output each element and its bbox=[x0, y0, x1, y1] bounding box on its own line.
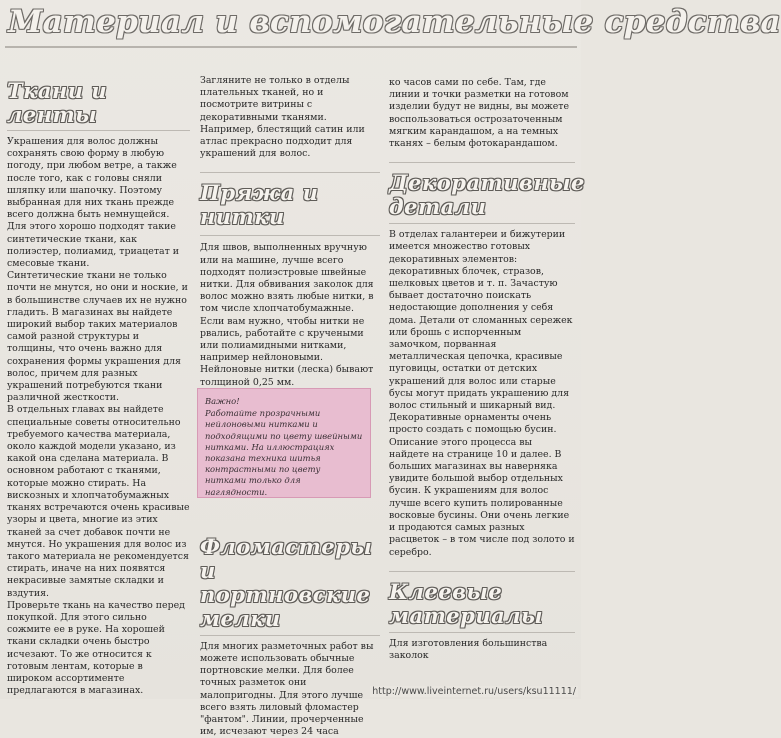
title-divider bbox=[5, 46, 577, 48]
heading-yarn: Пряжа и нитки bbox=[200, 180, 319, 230]
paragraph: Проверьте ткань на качество перед покупкой. Для этого сильно сожмите ее в руке. На хорошей ткани складки очень быстро исчезают. То же относится к готовым лентам, которые в широком ассортименте предлагаются в магазинах. bbox=[7, 599, 185, 697]
heading-markers-line-1: Фломастеры bbox=[200, 533, 373, 559]
section-divider bbox=[389, 162, 575, 163]
section-divider bbox=[200, 172, 380, 173]
paragraph: Синтетические ткани не только почти не мнутся, но они и ноские, и в большинстве случаев их не нужно гладить. В магазинах вы найдете широкий выбор таких материалов самой разной структуры и толщины, что очень важно для сохранения формы украшения для волос, причем для разных украшений потребуются ткани различной жесткости. bbox=[7, 270, 188, 404]
section-divider bbox=[389, 632, 575, 633]
heading-markers-line-2: и портновские bbox=[200, 557, 371, 607]
note-text: Работайте прозрачными нейлоновыми нитками и подходящими по цвету швейными нитками. На иллюстрациях показана техника шитья контрастными по цвету нитками только для наглядности. bbox=[205, 408, 363, 497]
section-divider bbox=[7, 130, 190, 131]
heading-glue-line-1: Клеевые bbox=[389, 578, 503, 604]
heading-fabrics: Ткани и ленты bbox=[7, 78, 108, 127]
heading-glue-line-2: материалы bbox=[389, 602, 543, 628]
paragraph: В отделах галантереи и бижутерии имеется множество готовых декоративных элементов: декоративных блочек, стразов, шелковых цветов и т. п. Зачастую бывает достаточно поискать недостающие дополнения у себя дома. Детали от сломанных сережек или брошь с испорченным замочком, порванная металлическая цепочка, красивые пуговицы, остатки от детских украшений для волос или старые бусы могут придать украшению для волос стильный и шикарный вид. bbox=[389, 229, 573, 412]
note-label: Важно! bbox=[205, 396, 240, 406]
paragraph: Для швов, выполненных вручную или на машине, лучше всего подходят полиэстровые швейные нитки. Для обвивания заколок для волос можно взять любые нитки, в том числе хлопчатобумажные. Если вам нужно, чтобы нитки не рвались, работайте с кручеными или полиамидными нитками, например нейлоновыми. Нейлоновые нитки (леска) бывают толщиной 0,25 мм. bbox=[200, 242, 374, 388]
paragraph: Украшения для волос должны сохранять свою форму в любую погоду, при любом ветре, а также после того, как с головы сняли шляпку или шапочку. Поэтому выбранная для них ткань прежде всего должна быть немнущейся. Для этого хорошо подходят такие синтетические ткани, как полиэстер, полиамид, триацетат и смесовые ткани. bbox=[7, 136, 180, 270]
column-1 bbox=[7, 55, 190, 697]
section-divider bbox=[389, 571, 575, 572]
paragraph: Загляните не только в отделы плательных тканей, но и посмотрите витрины с декоративными тканями. Например, блестящий сатин или атлас прекрасно подходит для украшений для волос. bbox=[200, 75, 365, 160]
section-divider bbox=[200, 635, 380, 636]
paragraph: ко часов сами по себе. Там, где линии и точки разметки на готовом изделии будут не видны, вы можете воспользоваться острозаточенным мягким карандашом, а на темных тканях – белым фотокарандашом. bbox=[389, 77, 570, 150]
heading-decor-line-1: Декоративные bbox=[389, 170, 585, 196]
page-title: Материал и вспомогательные средства bbox=[8, 4, 781, 40]
section-divider bbox=[200, 235, 380, 236]
paragraph: В отдельных главах вы найдете специальные советы относительно требуемого качества материала, около каждой модели указано, из какой она сделана материала. В основном работают с тканями, которые можно стирать. На вискозных и хлопчатобумажных тканях встречаются очень красивые узоры и цвета, многие из этих тканей за счет добавок почти не мнутся. Но украшения для волос из такого материала не рекомендуется стирать, иначе на них появятся некрасивые замятые складки и вздутия. bbox=[7, 404, 190, 599]
paragraph: Для изготовления большинства заколок bbox=[389, 637, 548, 661]
source-url[interactable]: http://www.liveinternet.ru/users/ksu11111/ bbox=[372, 686, 576, 697]
column-3 bbox=[389, 55, 585, 662]
paragraph: Декоративные орнаменты очень просто создать с помощью бусин. Описание этого процесса вы найдете на странице 10 и далее. В больших магазинах вы наверняка увидите большой выбор отдельных бусин. К украшениям для волос лучше всего купить полированные восковые бусины. Они очень легкие и продаются самых разных расцветок – в том числе под золото и серебро. bbox=[389, 412, 575, 558]
heading-markers-line-3: мелки bbox=[200, 605, 281, 631]
paragraph: Для многих разметочных работ вы можете использовать обычные портновские мелки. Для более точных разметок они малопригодны. Для этого лучше всего взять лиловый фломастер "фантом". Линии, прочерченные им, исчезают через 24 часа bbox=[200, 640, 374, 738]
important-note-box bbox=[197, 388, 371, 498]
section-divider bbox=[389, 223, 575, 224]
heading-decor-line-2: детали bbox=[389, 194, 487, 220]
